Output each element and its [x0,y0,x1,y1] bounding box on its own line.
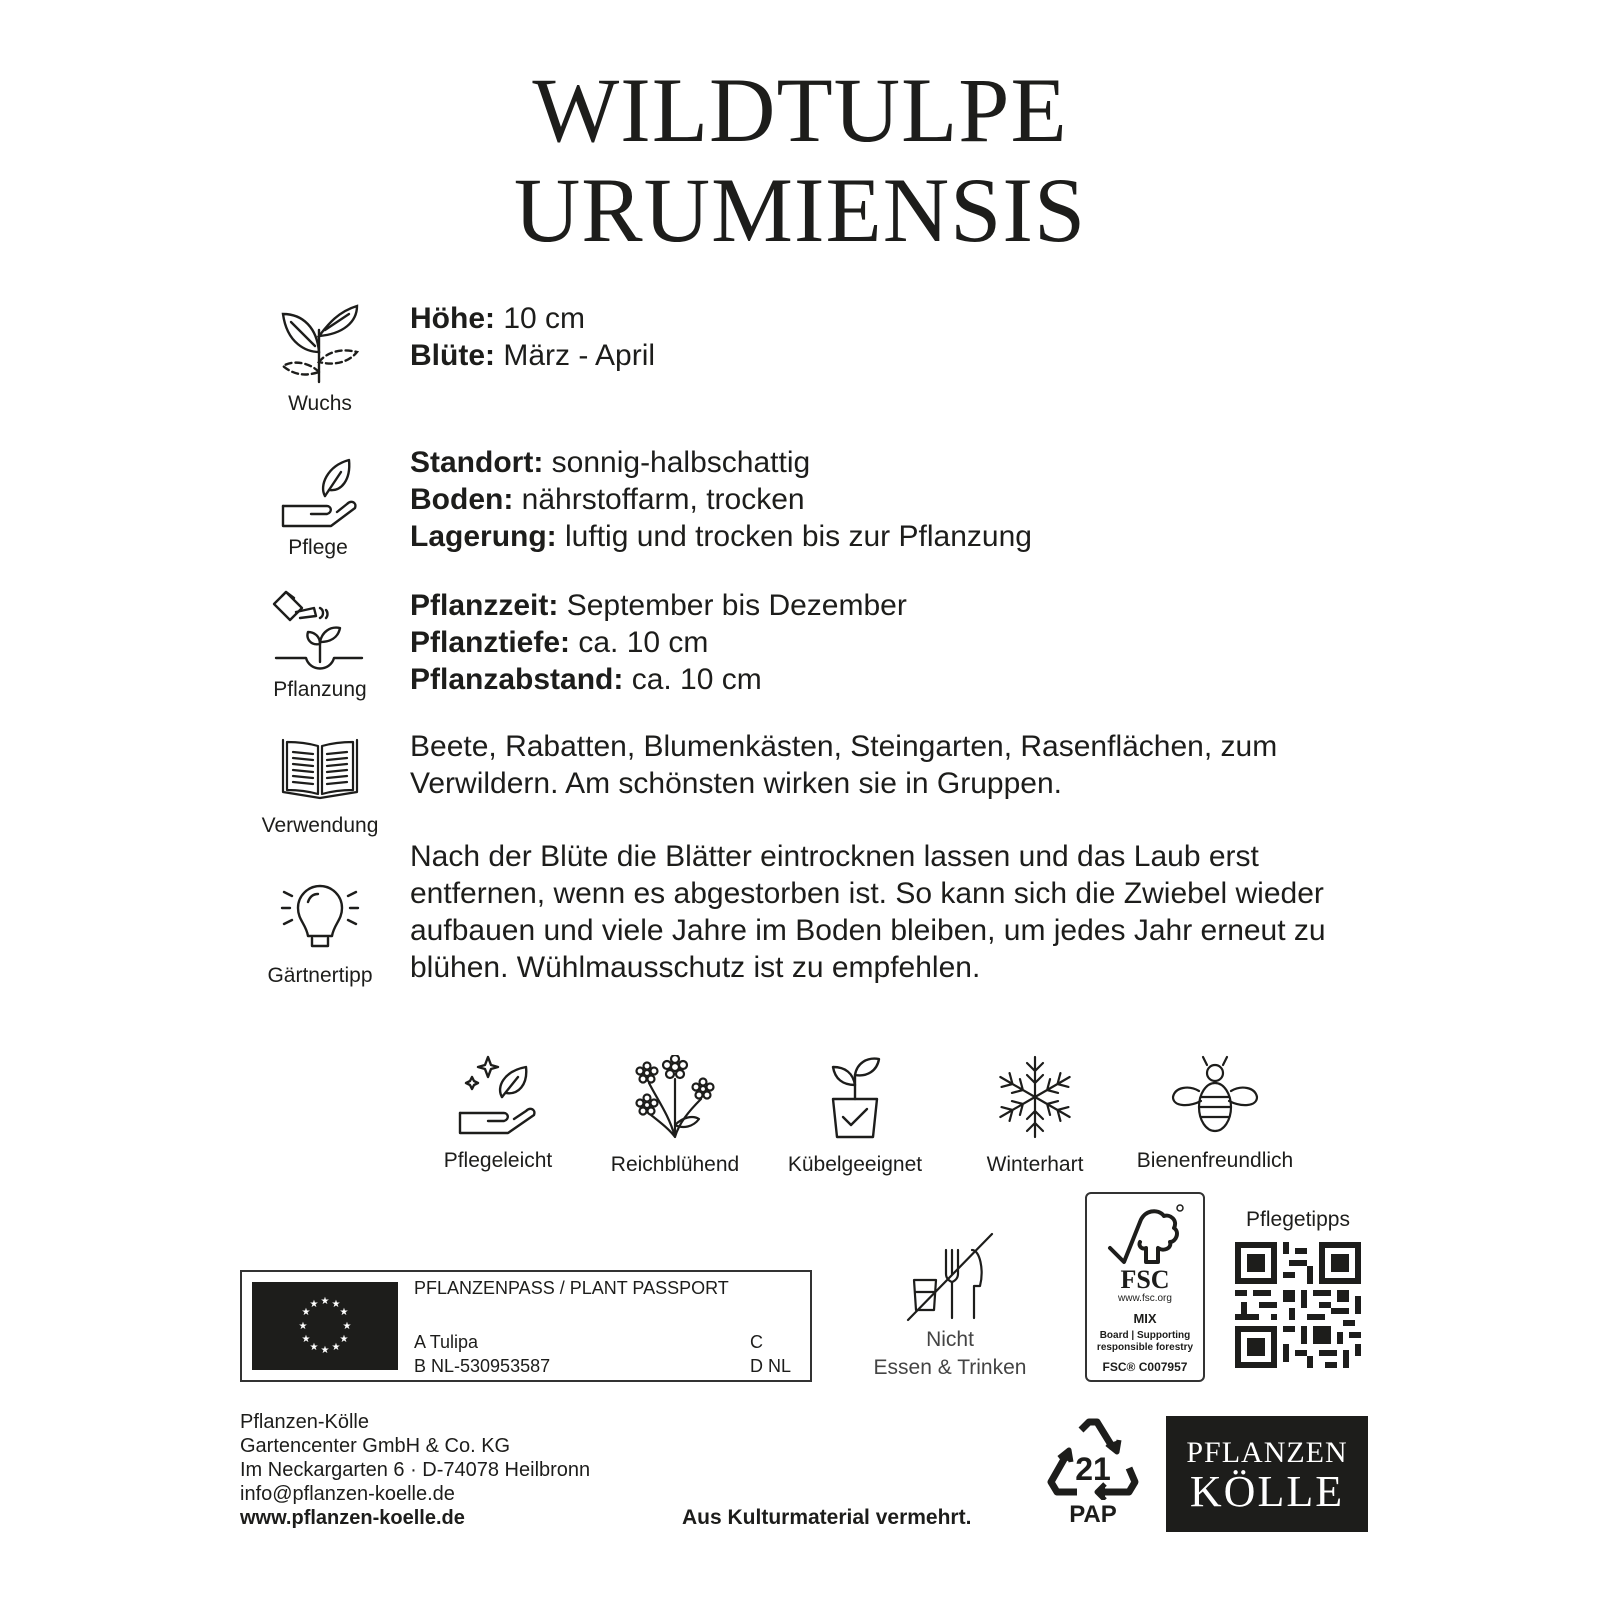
svg-text:★: ★ [331,1342,341,1353]
info-line: Pflanzzeit: September bis Dezember [410,589,907,622]
info-line: Standort: sonnig-halbschattig [410,446,811,479]
address-email[interactable]: info@pflanzen-koelle.de [240,1483,455,1505]
feature-kuebelgeeignet [770,1055,940,1177]
info-row-label: Verwendung [261,814,379,837]
info-row-icon-wuchs [250,300,390,416]
qr-code-icon[interactable] [1235,1242,1361,1368]
svg-text:★: ★ [320,1345,330,1356]
eu-flag-icon [252,1282,398,1370]
feature-reichbluehend [590,1055,760,1177]
easy-care-hand-icon [456,1055,540,1135]
no-eating-drinking-icon [900,1230,1000,1326]
plant-passport-c: C [750,1332,763,1352]
feature-winterhart [950,1055,1120,1177]
recycling-triangle-icon [1045,1418,1141,1500]
address-website[interactable]: www.pflanzen-koelle.de [240,1507,465,1529]
info-row-text-pflege [410,444,1370,555]
product-title-line1: WILDTULPE [532,59,1068,161]
info-row-label: Pflege [288,536,348,559]
info-row-label: Pflanzung [273,678,367,701]
feature-label: Kübelgeeignet [787,1153,923,1176]
svg-text:★: ★ [331,1299,341,1310]
info-row-icon-verwendung [250,738,390,838]
fsc-tree-check-icon [1100,1202,1190,1268]
not-edible-block [870,1230,1030,1382]
fsc-mix: MIX [1133,1311,1157,1326]
watering-can-sprout-icon [272,588,368,672]
snowflake-icon [993,1055,1077,1139]
logo-line1: PFLANZEN [1186,1436,1348,1469]
svg-text:★: ★ [309,1299,319,1310]
svg-text:★: ★ [309,1342,319,1353]
company-address [240,1410,590,1530]
feature-label: Bienenfreundlich [1136,1149,1294,1172]
plant-passport-a: A Tulipa [414,1332,479,1352]
svg-text:★: ★ [301,1307,311,1318]
logo-line2: KÖLLE [1189,1467,1345,1516]
bee-icon [1171,1055,1259,1135]
fsc-label [1085,1192,1205,1382]
info-line: Höhe: 10 cm [410,302,586,335]
plant-passport-box [240,1270,812,1382]
info-line: Lagerung: luftig und trocken bis zur Pflanzung [410,520,1032,553]
svg-text:★: ★ [342,1321,352,1332]
info-row-text-pflanzung [410,587,1370,698]
feature-pflegeleicht [413,1055,583,1173]
recycling-material: PAP [1069,1501,1117,1528]
info-row-label: Gärtnertipp [267,964,373,987]
svg-text:★: ★ [339,1307,349,1318]
culture-note: Aus Kulturmaterial vermehrt. [682,1506,972,1529]
svg-text:★: ★ [339,1334,349,1345]
fsc-desc2: responsible forestry [1096,1342,1194,1353]
qr-block [1230,1208,1366,1368]
info-row-icon-gaertnertipp [250,884,390,988]
recycling-block [1045,1418,1141,1527]
address-company: Pflanzen-Kölle [240,1411,369,1433]
info-row-label: Wuchs [288,392,352,415]
lightbulb-icon [278,884,362,950]
recycling-code: 21 [1075,1451,1111,1487]
plant-passport-d: D NL [750,1356,792,1376]
fsc-url: www.fsc.org [1118,1293,1172,1304]
not-edible-line1: Nicht [926,1328,974,1351]
open-book-icon [281,738,359,800]
plant-growth-icon [277,300,363,386]
feature-label: Reichblühend [610,1153,740,1176]
info-line: Boden: nährstoffarm, trocken [410,483,805,516]
info-row-icon-pflege [248,456,388,560]
info-row-text-gaertnertipp: Nach der Blüte die Blätter eintrocknen lassen und das Laub erst entfernen, wenn es abgestorben ist. So kann sich die Zwiebel wieder aufbauen und viele Jahre im Boden bleiben, um jedes Jahr erneut zu blühen. Wühlmausschutz ist zu empfehlen. [410,840,1326,984]
svg-text:★: ★ [320,1296,330,1307]
info-line: Blüte: März - April [410,339,656,372]
svg-text:★: ★ [298,1321,308,1332]
info-line: Pflanztiefe: ca. 10 cm [410,626,709,659]
pot-plant-icon [825,1055,885,1139]
feature-bienenfreundlich [1130,1055,1300,1173]
plant-passport-title: PFLANZENPASS / PLANT PASSPORT [414,1278,729,1298]
svg-text:★: ★ [301,1334,311,1345]
fsc-brand: FSC [1120,1265,1170,1294]
hand-leaf-icon [275,456,361,530]
address-legal: Gartencenter GmbH & Co. KG [240,1435,511,1457]
plant-passport-b: B NL-530953587 [414,1356,551,1376]
info-row-icon-pflanzung [250,588,390,702]
address-street: Im Neckargarten 6 · D-74078 Heilbronn [240,1459,591,1481]
not-edible-line2: Essen & Trinken [873,1356,1027,1379]
info-row-text-verwendung: Beete, Rabatten, Blumenkästen, Steingarten, Rasenflächen, zum Verwildern. Am schönsten wirken sie in Gruppen. [410,730,1278,800]
info-row-text-wuchs [410,300,1370,374]
fsc-code: FSC® C007957 [1102,1360,1188,1374]
product-title-line2: URUMIENSIS [513,159,1087,261]
fsc-desc1: Board | Supporting [1099,1330,1191,1341]
feature-label: Winterhart [986,1153,1084,1176]
flowers-icon [633,1055,717,1139]
info-line: Pflanzabstand: ca. 10 cm [410,663,762,696]
pflanzen-koelle-logo [1166,1416,1368,1532]
qr-label: Pflegetipps [1246,1208,1350,1231]
feature-label: Pflegeleicht [443,1149,553,1172]
